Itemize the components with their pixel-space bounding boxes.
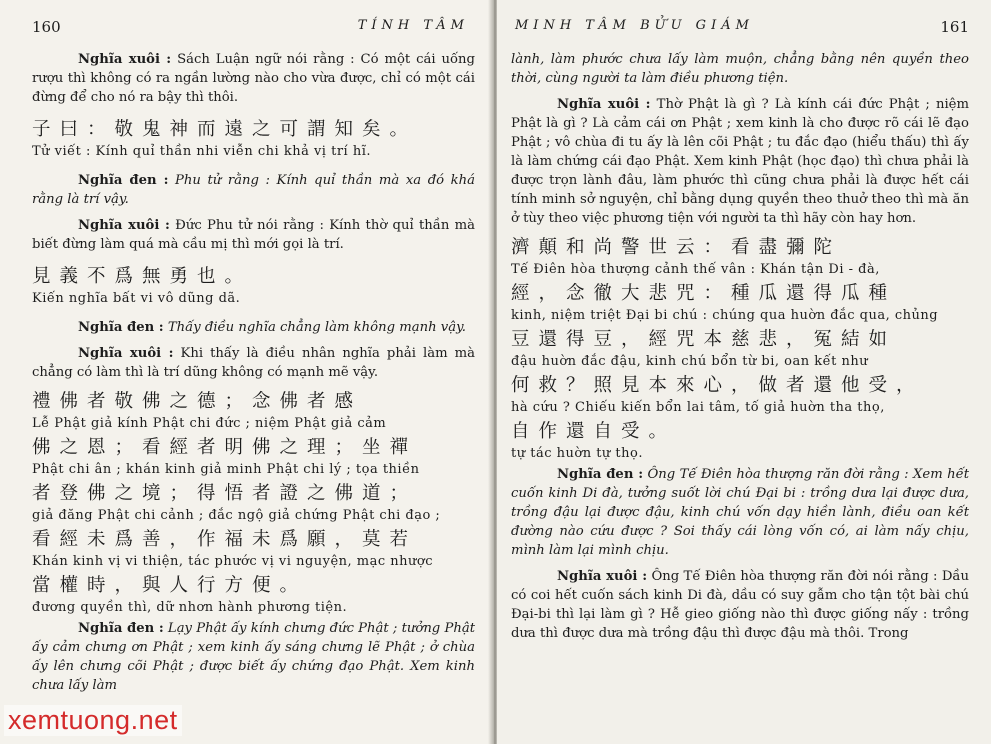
paragraph-label: Nghĩa đen : (78, 621, 164, 636)
sino-vietnamese-reading: tự tác huờn tự thọ. (511, 446, 643, 461)
chinese-reading-pair (32, 573, 475, 617)
left-running-head (32, 18, 475, 50)
chinese-text: 佛之恩；看經者明佛之理；坐禪 (32, 437, 418, 458)
paragraph-text: Thấy điều nghĩa chẳng làm không mạnh vậy. (163, 320, 466, 335)
sino-vietnamese-reading: hà cứu ? Chiếu kiến bổn lai tâm, tố giả huờn tha thọ, (511, 400, 885, 415)
paragraph (32, 171, 475, 209)
chinese-reading-pair (511, 235, 969, 279)
paragraph-label: Nghĩa đen : (557, 467, 644, 482)
sino-vietnamese-reading: Phật chi ân ; khán kinh giả minh Phật chi lý ; tọa thiền (32, 462, 420, 477)
chinese-reading-pair (32, 389, 475, 433)
chinese-reading-pair (32, 481, 475, 525)
paragraph-text: Ông Tế Điên hòa thượng răn đời nói rằng : Dầu có coi hết cuốn sách kinh Di đà, dầu có suy gẫm cho tận tột bài chú Đại-bi thì lại làm gì ? Hễ gieo giống nào thì được giống nấy : trồng dưa thì được dưa mà trồng đậu thì được đậu mà thôi. Trong (511, 569, 969, 641)
left-running-title: TÍNH TÂM (357, 18, 469, 33)
paragraph-text: Lạy Phật ấy kính chưng đức Phật ; tưởng Phật ấy cảm chưng ơn Phật ; xem kinh ấy sáng chưng lẽ Phật ; ở chùa ấy lên chưng cõi Phật ; được biết ấy chứng đạo Phật. Xem kinh chưa lấy làm (32, 621, 475, 693)
paragraph (32, 216, 475, 254)
right-running-head (511, 18, 969, 50)
chinese-reading-pair (511, 419, 969, 463)
left-page-number: 160 (32, 18, 61, 36)
paragraph-label: Nghĩa đen : (78, 320, 164, 335)
chinese-text: 看經未爲善，作福未爲願，莫若 (32, 529, 418, 550)
sino-vietnamese-reading: Lễ Phật giả kính Phật chi đức ; niệm Phật giả cảm (32, 416, 387, 431)
chinese-text: 見義不爲無勇也。 (32, 266, 253, 287)
paragraph-continuation: lành, làm phước chưa lấy làm muộn, chẳng bằng nên quyền theo thời, cùng người ta làm điều phương tiện. (511, 52, 969, 86)
chinese-text: 者登佛之境；得悟者證之佛道； (32, 483, 418, 504)
left-page-body (32, 50, 475, 695)
chinese-text: 子曰：敬鬼神而遠之可謂知矣。 (32, 119, 418, 140)
paragraph (511, 95, 969, 228)
paragraph-label: Nghĩa xuôi : (557, 97, 651, 112)
paragraph-label: Nghĩa xuôi : (78, 218, 170, 233)
chinese-reading-pair (32, 435, 475, 479)
sino-vietnamese-reading: Khán kinh vị vi thiện, tác phước vị vi nguyện, mạc nhược (32, 554, 434, 569)
sino-vietnamese-reading: Tử viết : Kính quỉ thần nhi viễn chi khả vị trí hĩ. (32, 144, 371, 159)
left-page (0, 0, 493, 744)
right-page-number: 161 (940, 18, 969, 36)
chinese-text: 濟顛和尚警世云：看盡彌陀 (511, 237, 842, 258)
paragraph (32, 619, 475, 695)
sino-vietnamese-reading: kinh, niệm triệt Đại bi chú : chúng qua huờn đắc qua, chủng (511, 308, 939, 323)
paragraph-label: Nghĩa đen : (78, 173, 169, 188)
paragraph (32, 318, 475, 337)
paragraph-label: Nghĩa xuôi : (78, 346, 174, 361)
sino-vietnamese-reading: đậu huờn đắc đậu, kinh chú bổn từ bi, oan kết như (511, 354, 869, 369)
chinese-reading-pair (32, 527, 475, 571)
sino-vietnamese-reading: Tế Điên hòa thượng cảnh thế vân : Khán tận Di - đà, (511, 262, 880, 277)
paragraph (32, 344, 475, 382)
chinese-reading-pair (511, 327, 969, 371)
paragraph (511, 567, 969, 643)
chinese-text: 當權時，與人行方便。 (32, 575, 308, 596)
sino-vietnamese-reading: đương quyền thì, dữ nhơn hành phương tiện. (32, 600, 348, 615)
chinese-text: 禮佛者敬佛之德；念佛者感 (32, 391, 363, 412)
paragraph-label: Nghĩa xuôi : (78, 52, 172, 67)
paragraph-text: Thờ Phật là gì ? Là kính cái đức Phật ; niệm Phật là gì ? Là cảm cái ơn Phật ; xem kinh là cho được rõ cái lẽ đạo Phật ; vô chùa đi tu ấy là lên cõi Phật ; tu đắc đạo (hiểu thấu) thì ấy là làm chứng cái đạo Phật. Xem kinh Phật (học đạo) thì chưa phải là được trọn lành đâu, làm phước thì cũng chưa phải là được hết cái tính minh sở nguyện, chỉ bằng dụng quyền theo thuở theo thì mà ăn ở tùy theo việc phương tiện với người ta thì hãy còn hay hơn. (511, 97, 969, 226)
site-watermark: xemtuong.net (4, 705, 182, 736)
chinese-text: 豆還得豆，經咒本慈悲，冤結如 (511, 329, 897, 350)
paragraph-label: Nghĩa xuôi : (557, 569, 648, 584)
sino-vietnamese-reading: Kiến nghĩa bất vi vô dũng dã. (32, 291, 241, 306)
paragraph-text: Phu tử rằng : Kính quỉ thần mà xa đó khá rằng là trí vậy. (32, 173, 476, 207)
chinese-text: 自作還自受。 (511, 421, 677, 442)
paragraph (32, 50, 475, 107)
right-running-title: MINH TÂM BỬU GIÁM (515, 18, 754, 33)
chinese-reading-pair (511, 281, 969, 325)
chinese-text: 何救？照見本來心，做者還他受， (511, 375, 924, 396)
paragraph-text: Đức Phu tử nói rằng : Kính thờ quỉ thần mà biết đừng làm quá mà cầu mị thì mới gọi là trí. (32, 218, 475, 252)
paragraph-text: Ông Tế Điên hòa thượng răn đời rằng : Xem hết cuốn kinh Di đà, tưởng suốt lời chú Đại bi : trồng dưa lại được dưa, trồng đậu lại được đậu, kinh chú vốn dạy hiền lành, điều oan kết đường nào cứu được ? Soi thấy cái lòng vốn có, ai làm nấy chịu, mình làm lại mình chịu. (511, 467, 969, 558)
right-page (497, 0, 991, 744)
sino-vietnamese-reading: giả đăng Phật chi cảnh ; đắc ngộ giả chứng Phật chi đạo ; (32, 508, 441, 523)
chinese-reading-pair (511, 373, 969, 417)
chinese-text: 經，念徹大悲咒：種瓜還得瓜種 (511, 283, 897, 304)
paragraph-text: Khi thấy là điều nhân nghĩa phải làm mà chẳng có làm thì là trí dũng không có mạnh mẽ vậy. (32, 346, 475, 380)
paragraph (511, 465, 969, 560)
paragraph-text: Sách Luận ngữ nói rằng : Có một cái uống rượu thì không có ra ngần lường nào cho vừa được, chỉ có một cái đừng để cho nó ra bậy thì thôi. (32, 52, 475, 105)
right-page-body (511, 50, 969, 643)
